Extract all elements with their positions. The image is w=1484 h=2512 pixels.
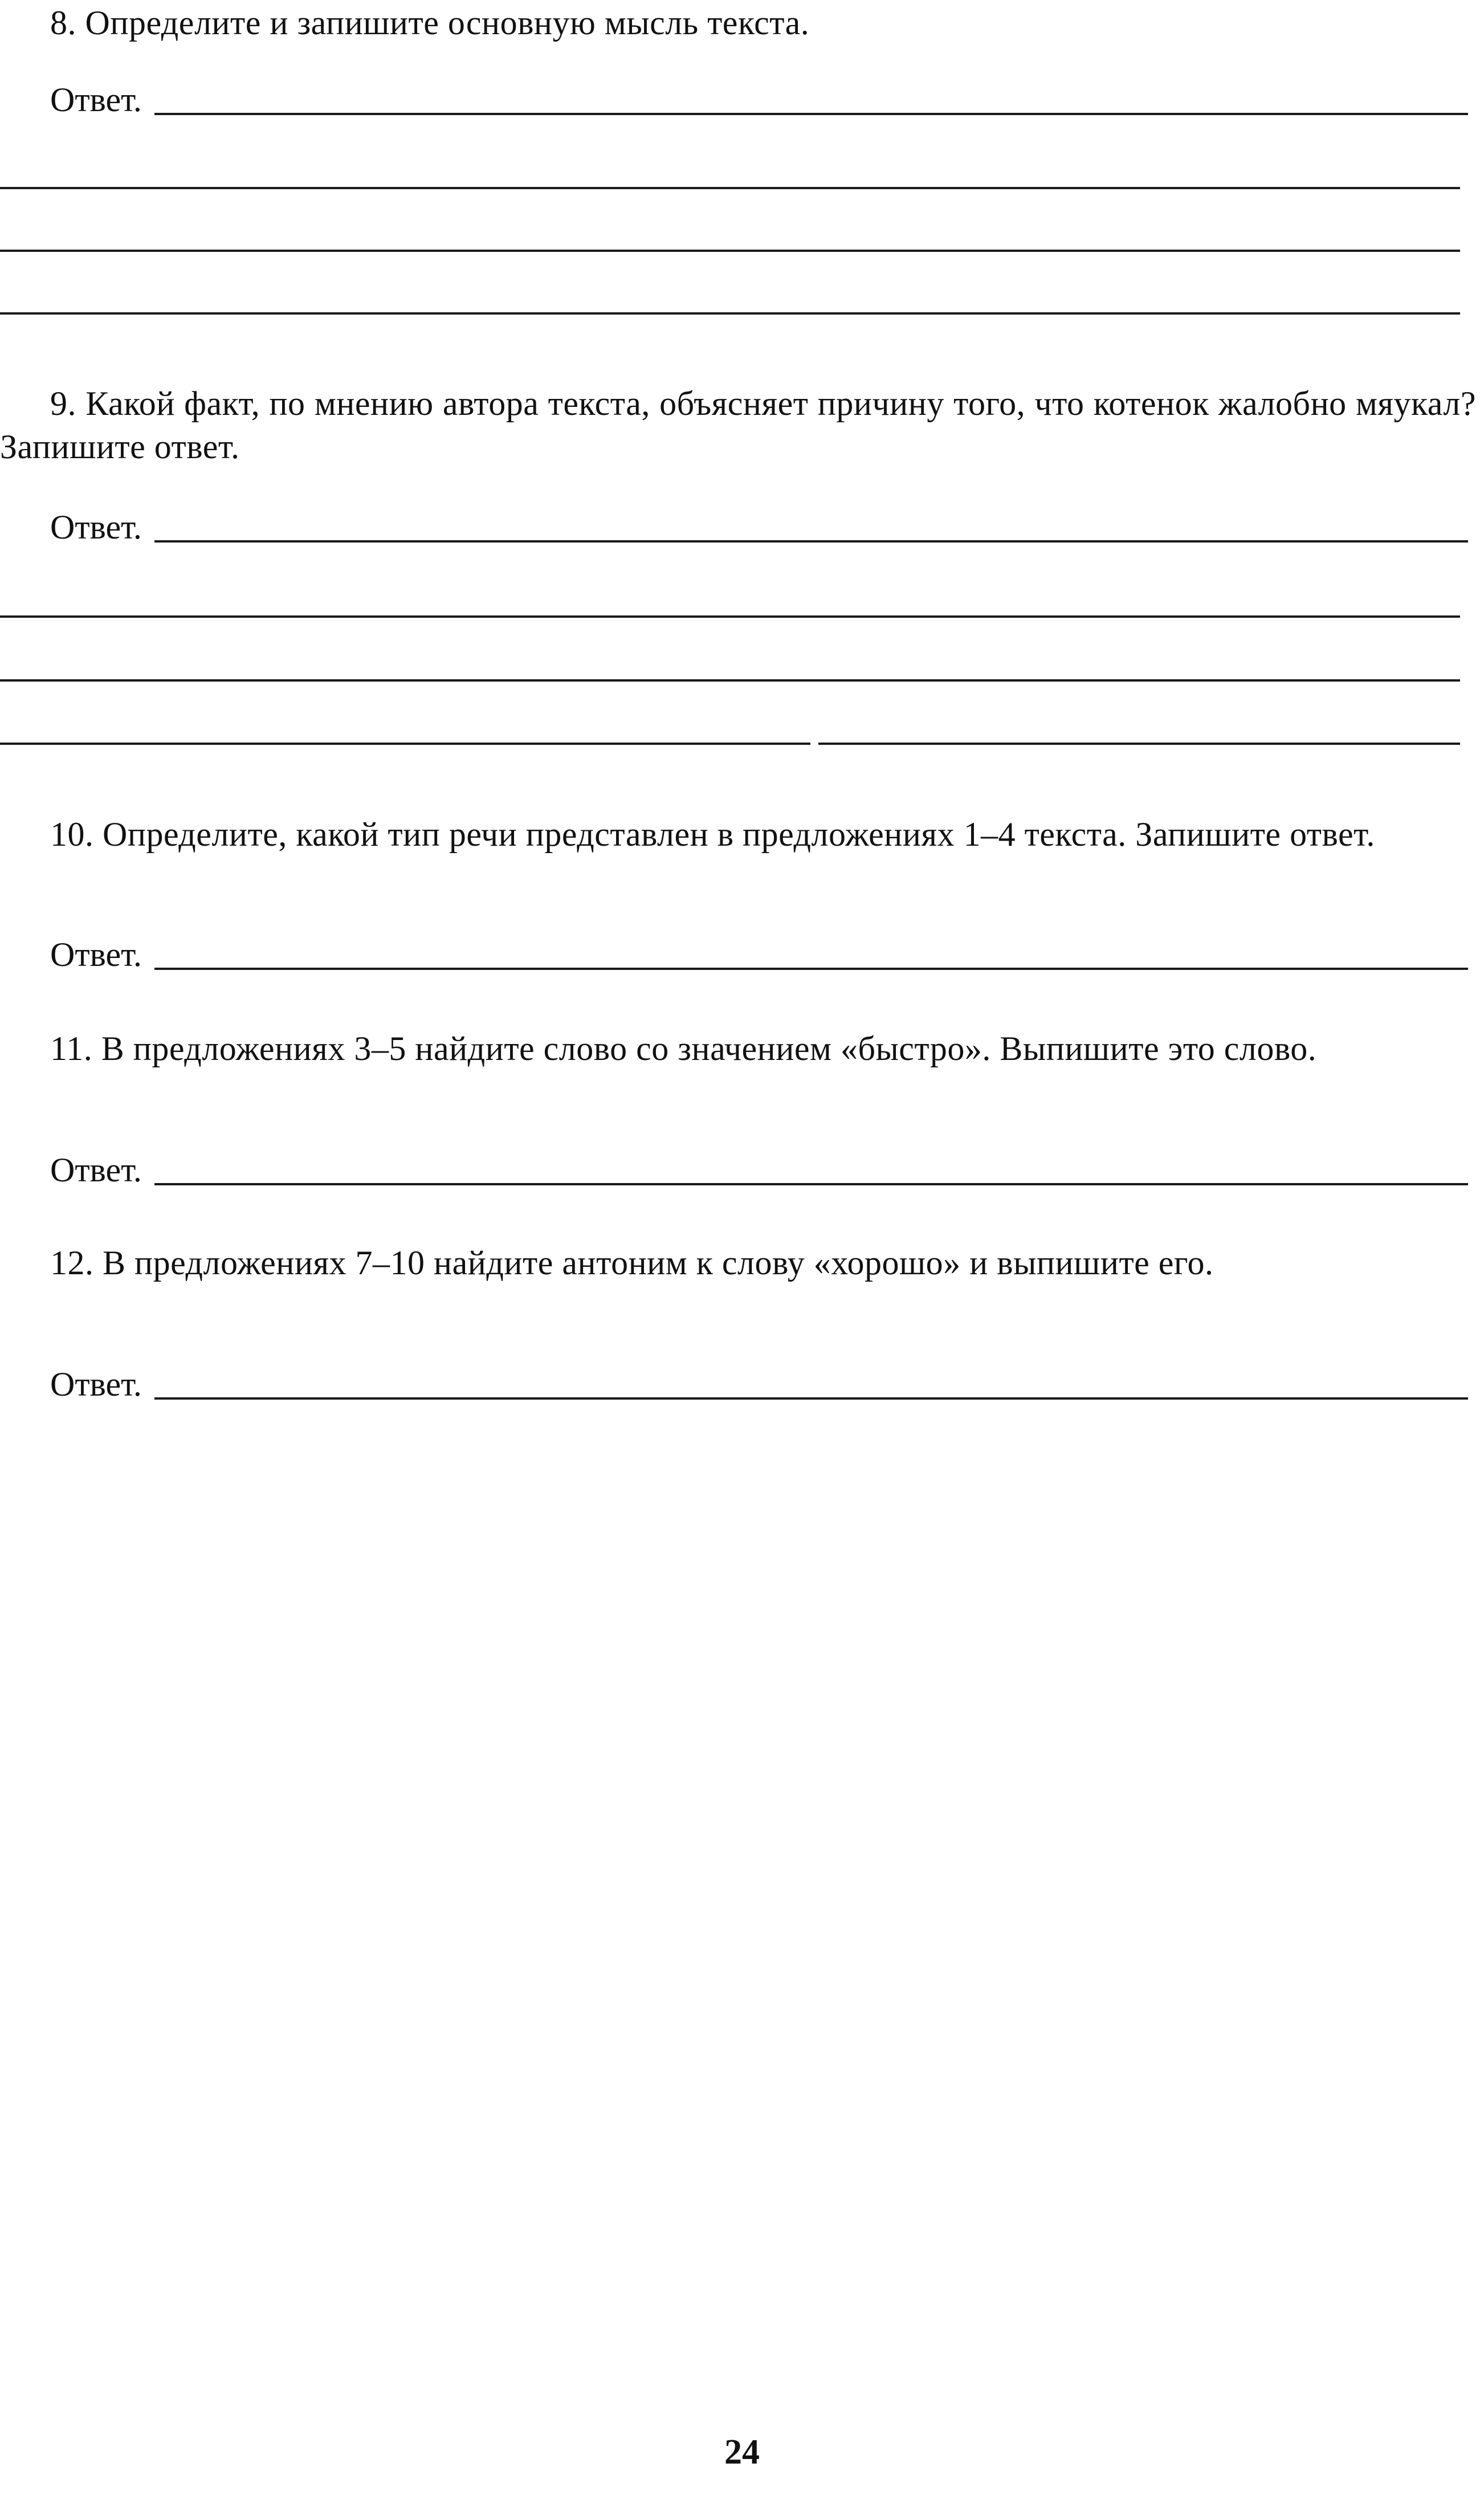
answer-line-9-4a[interactable]: [0, 743, 810, 745]
question-10-text: 10. Определите, какой тип речи представлен в предложениях 1–4 текста. Запишите ответ.: [50, 815, 1375, 853]
answer-field-11[interactable]: [154, 1183, 1468, 1185]
answer-line-8-2[interactable]: [0, 187, 1460, 189]
answer-label-10: Ответ.: [50, 936, 142, 973]
answer-line-9-3[interactable]: [0, 679, 1460, 682]
answer-line-8-3[interactable]: [0, 250, 1460, 252]
question-9-text: 9. Какой факт, по мнению автора текста, объясняет причину того, что котенок жалобно мяукал? Запишите ответ.: [0, 385, 1476, 466]
answer-field-10[interactable]: [154, 968, 1468, 970]
answer-row-9[interactable]: [50, 507, 1468, 547]
question-8: [0, 1, 1476, 44]
answer-field-9[interactable]: [154, 540, 1468, 543]
answer-field-12[interactable]: [154, 1397, 1468, 1400]
answer-field-8[interactable]: [154, 113, 1468, 115]
answer-line-9-2[interactable]: [0, 615, 1460, 618]
page-number: 24: [724, 2433, 760, 2472]
question-9: [0, 382, 1476, 468]
answer-label-9: Ответ.: [50, 508, 142, 546]
answer-row-10[interactable]: [50, 935, 1468, 974]
answer-label-12: Ответ.: [50, 1365, 142, 1403]
answer-row-12[interactable]: [50, 1364, 1468, 1404]
question-11: [0, 1027, 1476, 1070]
question-11-text: 11. В предложениях 3–5 найдите слово со значением «быстро». Выпишите это слово.: [50, 1030, 1317, 1067]
question-12: [0, 1241, 1476, 1284]
answer-line-9-4b[interactable]: [818, 743, 1460, 745]
answer-row-8[interactable]: [50, 80, 1468, 120]
question-12-text: 12. В предложениях 7–10 найдите антоним к слову «хорошо» и выпишите его.: [50, 1244, 1214, 1282]
answer-label-8: Ответ.: [50, 81, 142, 119]
answer-label-11: Ответ.: [50, 1151, 142, 1189]
question-8-text: 8. Определите и запишите основную мысль текста.: [50, 4, 810, 42]
question-10: [0, 813, 1476, 856]
answer-line-8-4[interactable]: [0, 312, 1460, 315]
answer-row-11[interactable]: [50, 1150, 1468, 1190]
